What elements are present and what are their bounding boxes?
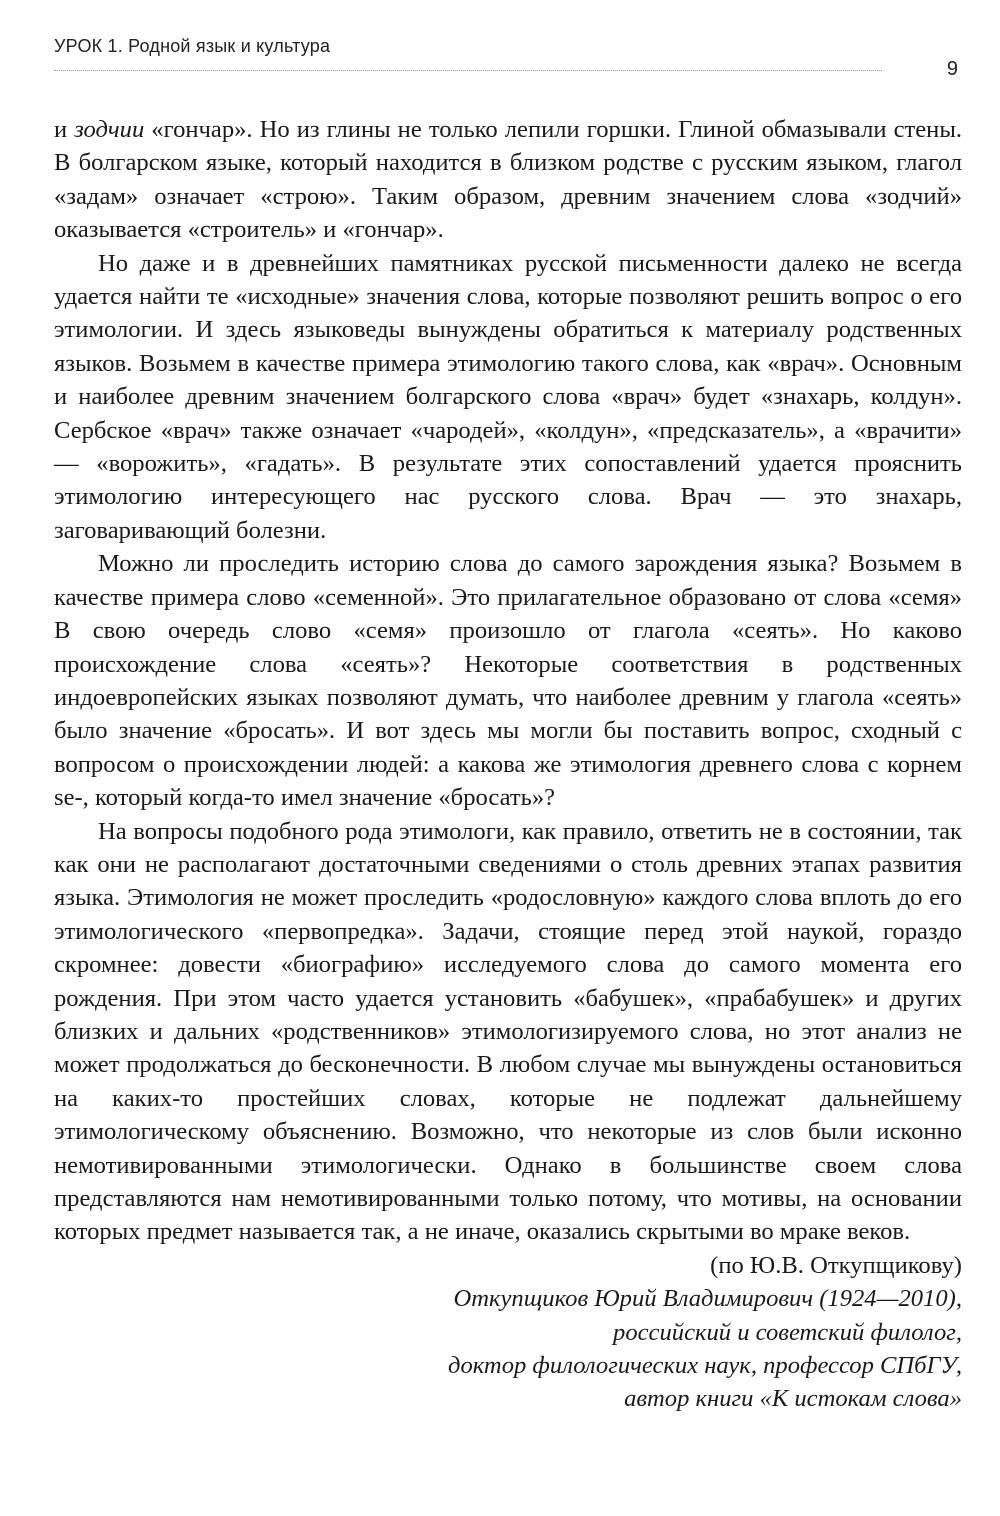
main-text	[54, 113, 962, 1416]
bio-line-1: Откупщиков Юрий Владимирович (1924—2010),	[453, 1285, 962, 1313]
paragraph-1-lead: и	[54, 116, 75, 143]
paragraph-1-text: «гончар». Но из глины не только лепили горшки. Глиной обмазывали стены. В болгарском языке, который находится в близком родстве с русским языком, глагол «задам» означает «строю». Таким образом, древним значением слова «зодчий» оказывается «строитель» и «гончар».	[54, 116, 963, 244]
source-attribution: (по Ю.В. Откупщикову)	[710, 1251, 962, 1279]
paragraph-3: Можно ли проследить историю слова до самого зарождения языка? Возьмем в качестве примера слово «семенной». Это прилагательное образовано от слова «семя» В свою очередь слово «семя» произошло от глагола «сеять». Но каково происхождение слова «сеять»? Некоторые соответствия в родственных индоевропейских языках позволяют думать, что наиболее древним у глагола «сеять» было значение «бросать». И вот здесь мы могли бы поставить вопрос, сходный с вопросом о происхождении людей: а какова же этимология древнего слова с корнем se-, который когда-то имел значение «бросать»?	[54, 550, 962, 812]
bio-line-3: доктор филологических наук, профессор СПбГУ,	[448, 1352, 962, 1380]
page-number: 9	[946, 58, 958, 80]
page-header	[54, 36, 970, 80]
header-rule	[54, 70, 882, 71]
paragraph-2: Но даже и в древнейших памятниках русской письменности далеко не всегда удается найти те «исходные» значения слова, которые позволяют решить вопрос о его этимологии. И здесь языковеды вынуждены обратиться к материалу родственных языков. Возьмем в качестве примера этимологию такого слова, как «врач». Основным и наиболее древним значением болгарского слова «врач» будет «знахарь, колдун». Сербское «врач» также означает «чародей», «колдун», «предсказатель», а «врачити» — «ворожить», «гадать». В результате этих сопоставлений удается прояснить этимологию интересующего нас русского слова. Врач — это знахарь, заговаривающий болезни.	[54, 249, 962, 544]
bio-line-2: российский и советский филолог,	[613, 1318, 962, 1346]
author-bio	[54, 1282, 962, 1416]
paragraph-1	[54, 113, 962, 247]
bio-line-4: автор книги «К истокам слова»	[624, 1385, 962, 1413]
italic-word-zodchii: зодчии	[74, 116, 145, 143]
paragraph-4: На вопросы подобного рода этимологи, как правило, ответить не в состоянии, так как они не располагают достаточными сведениями о столь древних этапах развития языка. Этимология не может проследить «родословную» каждого слова вплоть до его этимологического «первопредка». Задачи, стоящие перед этой наукой, гораздо скромнее: довести «биографию» исследуемого слова до самого момента его рождения. При этом часто удается установить «бабушек», «прабабушек» и других близких и дальних «родственников» этимологизируемого слова, но этот анализ не может продолжаться до бесконечности. В любом случае мы вынуждены остановиться на каких-то простейших словах, которые не подлежат дальнейшему этимологическому объяснению. Возможно, что некоторые из слов были исконно немотивированными этимологически. Однако в большинстве своем слова представляются нам немотивированными только потому, что мотивы, на основании которых предмет называется так, а не иначе, оказались скрытыми во мраке веков.	[54, 817, 962, 1246]
running-head: УРОК 1. Родной язык и культура	[54, 36, 331, 56]
